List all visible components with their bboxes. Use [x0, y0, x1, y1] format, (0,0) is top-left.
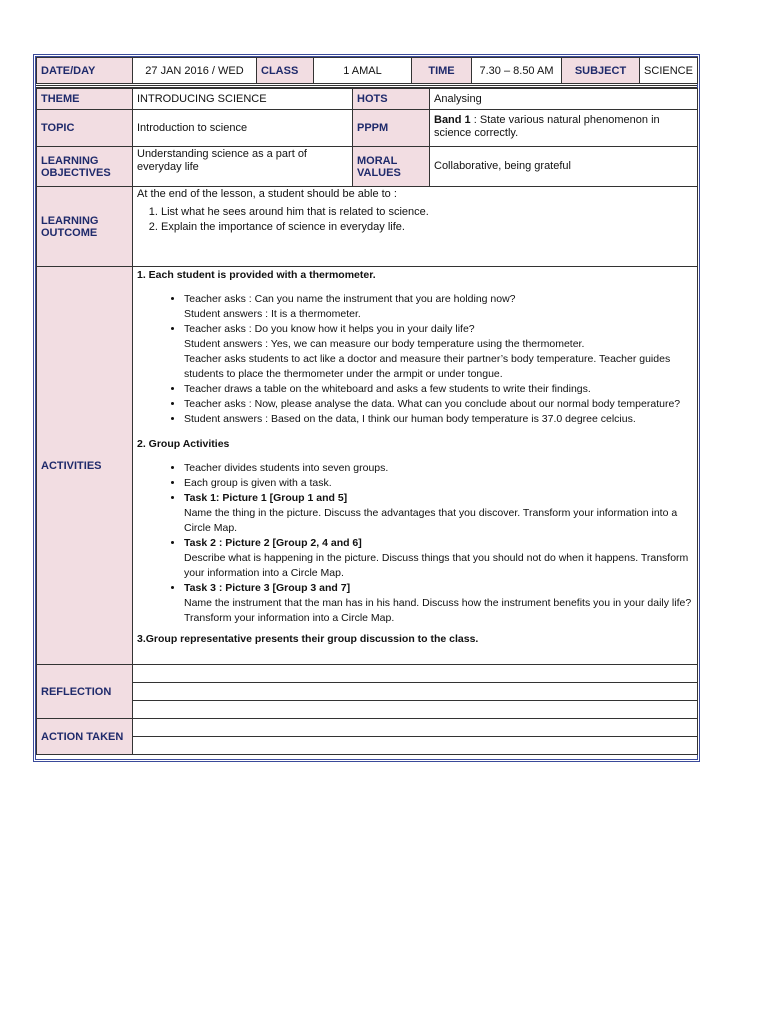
activity-section-2-list	[137, 461, 693, 626]
activity-1-item-1: • Teacher asks : Can you name the instrument that you are holding now? Student answers : It is a thermometer.	[184, 292, 693, 322]
reflection-line-2	[133, 683, 698, 701]
theme-value: INTRODUCING SCIENCE	[133, 89, 353, 110]
subject-label: SUBJECT	[562, 58, 640, 84]
hots-label: HOTS	[353, 89, 430, 110]
action-taken-label: ACTION TAKEN	[37, 719, 133, 755]
activity-1-item-4: • Teacher asks : Now, please analyse the data. What can you conclude about our normal body temperature?	[184, 397, 693, 412]
topic-label: TOPIC	[37, 110, 133, 147]
pppm-value	[430, 110, 698, 147]
date-label: DATE/DAY	[37, 58, 133, 84]
task-2	[184, 536, 693, 581]
learning-outcome-label: LEARNING OUTCOME	[37, 187, 133, 267]
activity-2-item-2: • Each group is given with a task.	[184, 476, 693, 491]
activities-content	[133, 268, 697, 647]
time-value: 7.30 – 8.50 AM	[472, 58, 562, 84]
lesson-plan-frame	[33, 54, 700, 762]
reflection-line-1	[133, 665, 698, 683]
task-1	[184, 491, 693, 536]
pppm-text: : State various natural phenomenon in science correctly.	[434, 114, 660, 139]
date-value: 27 JAN 2016 / WED	[133, 58, 257, 84]
activity-section-1-list	[137, 292, 693, 427]
activity-2-item-1: • Teacher divides students into seven groups.	[184, 461, 693, 476]
outcome-item-1: 1. List what he sees around him that is related to science.	[161, 205, 693, 220]
header-table	[36, 57, 698, 84]
action-line-1	[133, 719, 698, 737]
activity-1-item-3: • Teacher draws a table on the whiteboard and asks a few students to write their findings.	[184, 382, 693, 397]
task-1-text: Name the thing in the picture. Discuss the advantages that you discover. Transform your information into a Circle Map.	[184, 507, 678, 534]
learning-objectives-value: Understanding science as a part of everyday life	[133, 147, 353, 187]
pppm-band: Band 1	[434, 114, 471, 126]
action-line-2	[133, 737, 698, 755]
activity-1-item-2: • Teacher asks : Do you know how it helps you in your daily life? Student answers : Yes, we can measure our body temperature using the thermometer. Teacher asks students to act like a doctor and measure their partner’s body temperature. Teacher guides students to place the thermometer under the armpit or under tongue.	[184, 322, 693, 382]
activities-cell	[133, 267, 698, 665]
activities-label: ACTIVITIES	[37, 267, 133, 665]
outcome-item-2: 2. Explain the importance of science in everyday life.	[161, 220, 693, 235]
activity-section-2-title: 2. Group Activities	[137, 438, 230, 450]
task-2-title: Task 2 : Picture 2 [Group 2, 4 and 6]	[184, 537, 362, 549]
activity-1-item-5: • Student answers : Based on the data, I think our human body temperature is 37.0 degree celcius.	[184, 412, 693, 427]
learning-objectives-label: LEARNING OBJECTIVES	[37, 147, 133, 187]
time-label: TIME	[412, 58, 472, 84]
reflection-label: REFLECTION	[37, 665, 133, 719]
class-label: CLASS	[257, 58, 314, 84]
task-3-title: Task 3 : Picture 3 [Group 3 and 7]	[184, 582, 351, 594]
reflection-line-3	[133, 701, 698, 719]
task-3-text: Name the instrument that the man has in his hand. Discuss how the instrument benefits you in your daily life? Transform your information into a Circle Map.	[184, 597, 692, 624]
moral-values-label: MORAL VALUES	[353, 147, 430, 187]
learning-outcome-cell	[133, 187, 698, 267]
pppm-label: PPPM	[353, 110, 430, 147]
topic-value: Introduction to science	[133, 110, 353, 147]
task-3	[184, 581, 693, 626]
moral-values-value: Collaborative, being grateful	[430, 147, 698, 187]
outcome-intro: At the end of the lesson, a student should be able to :	[137, 188, 397, 200]
lesson-table	[36, 88, 698, 755]
task-1-title: Task 1: Picture 1 [Group 1 and 5]	[184, 492, 348, 504]
activity-section-3-title: 3.Group representative presents their group discussion to the class.	[137, 633, 479, 645]
task-2-text: Describe what is happening in the picture. Discuss things that you should not do when it happens. Transform your information into a Circle Map.	[184, 552, 689, 579]
activity-section-1-title: 1. Each student is provided with a thermometer.	[137, 269, 376, 281]
class-value: 1 AMAL	[314, 58, 412, 84]
theme-label: THEME	[37, 89, 133, 110]
subject-value: SCIENCE	[640, 58, 698, 84]
hots-value: Analysing	[430, 89, 698, 110]
outcome-list	[137, 205, 693, 235]
